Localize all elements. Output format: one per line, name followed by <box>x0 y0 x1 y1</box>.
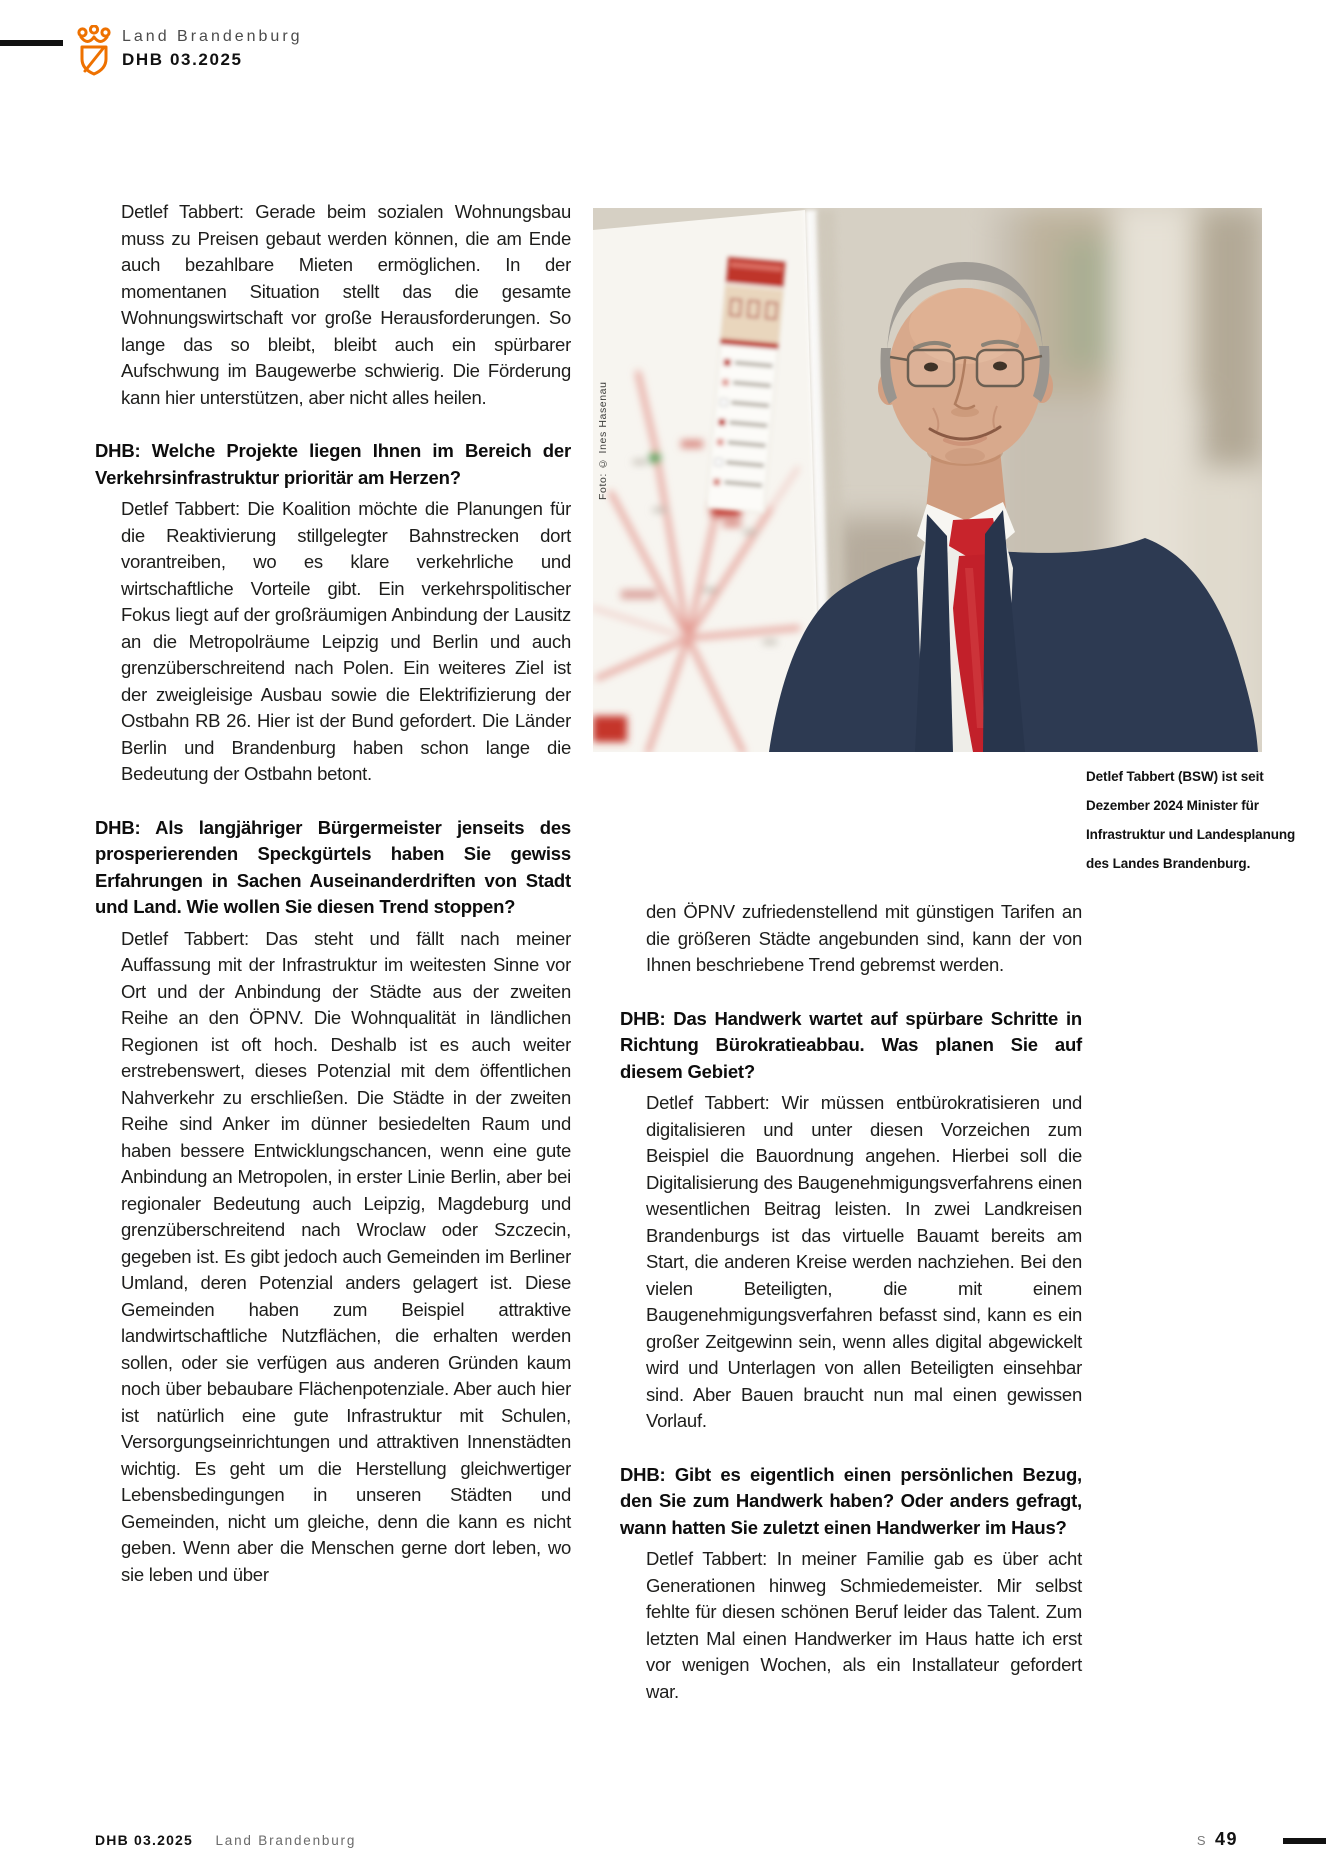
footer-page-indicator <box>1197 1829 1238 1850</box>
header-brand: Land Brandenburg <box>122 28 303 45</box>
article-left-column <box>95 199 571 1588</box>
footer-rule <box>1283 1838 1326 1844</box>
interview-question: DHB: Welche Projekte liegen Ihnen im Bereich der Verkehrsinfrastruktur prioritär am Herzen? <box>95 440 571 488</box>
caption-line: Dezember 2024 Minister für <box>1086 798 1259 813</box>
page-prefix: S <box>1196 1833 1207 1848</box>
interview-question: DHB: Das Handwerk wartet auf spürbare Schritte in Richtung Bürokratieabbau. Was planen Sie auf diesem Gebiet? <box>620 1007 1082 1082</box>
interview-answer: den ÖPNV zufriedenstellend mit günstigen Tarifen an die größeren Städte angebunden sind, kann der von Ihnen beschriebene Trend gebremst werden. <box>646 901 1082 975</box>
footer-brand: Land Brandenburg <box>215 1833 357 1848</box>
interview-answer: Detlef Tabbert: Gerade beim sozialen Wohnungsbau muss zu Preisen gebaut werden können, die am Ende auch bezahlbare Mieten ermöglichen. In der momentanen Situation stellt das die gesamte Wohnungswirtschaft vor große Herausforderungen. So lange das so bleibt, bleibt auch ein spürbarer Aufschwung im Baugewerbe schwierig. Die Förderung kann hier unterstützen, aber nicht alles heilen. <box>121 201 571 408</box>
interview-answer: Detlef Tabbert: Das steht und fällt nach meiner Auffassung mit der Infrastruktur im weitesten Sinne vor Ort und der Anbindung der Städte aus der zweiten Reihe an den ÖPNV. Die Wohnqualität in ländlichen Regionen ist oft hoch. Deshalb ist es auch weiter erstrebenswert, dieses Potenzial mit dem öffentlichen Nahverkehr zu erschließen. Die Städte in der zweiten Reihe sind Anker im dünner besiedelten Raum und haben bessere Entwicklungschancen, wenn eine gute Anbindung an Metropolen, in erster Linie Berlin, aber bei regionaler Bedeutung auch Leipzig, Magdeburg und grenzüberschreitend nach Wroclaw oder Szczecin, gegeben ist. Es gibt jedoch auch Gemeinden im Berliner Umland, deren Potenzial anders gelagert ist. Diese Gemeinden haben zum Beispiel attraktive landwirtschaftliche Nutzflächen, die erhalten werden sollen, oder sie verfügen aus anderen Gründen kaum noch über bebaubare Flächenpotenziale. Aber auch hier ist natürlich eine gute Infrastruktur mit Schulen, Versorgungseinrichtungen und attraktiven Innenstädten wichtig. Es geht um die Herstellung gleichwertiger Lebensbedingungen in unseren Städten und Gemeinden, nicht um gleiche, denn die kann es nicht geben. Wenn aber die Menschen gerne dort leben, wo sie leben und über <box>121 927 571 1585</box>
photo-credit: Foto: © Ines Hasenau <box>597 381 609 500</box>
header-rule <box>0 40 63 46</box>
page-number: 49 <box>1214 1829 1238 1849</box>
caption-line: des Landes Brandenburg. <box>1086 856 1251 871</box>
header-issue: DHB 03.2025 <box>122 50 243 69</box>
photo-illustration <box>593 208 1262 752</box>
photo-caption <box>1086 762 1296 878</box>
interview-photo <box>593 208 1262 752</box>
article-right-column <box>620 899 1082 1705</box>
interview-answer: Detlef Tabbert: Die Koalition möchte die Planungen für die Reaktivierung stillgelegter Bahnstrecken dort vorantreiben, wo es klare verkehrliche und wirtschaftliche Vorteile gibt. Ein verkehrspolitischer Fokus liegt auf der großräumigen Anbindung der Lausitz an die Metropolräume Leipzig und Berlin und auch grenzüberschreitend nach Polen. Ein weiteres Ziel ist der zweigleisige Ausbau sowie die Elektrifizierung der Ostbahn RB 26. Hier ist der Bund gefordert. Die Länder Berlin und Brandenburg haben schon lange die Bedeutung der Ostbahn betont. <box>121 498 571 784</box>
interview-question: DHB: Als langjähriger Bürgermeister jenseits des prosperierenden Speckgürtels haben Sie gewiss Erfahrungen in Sachen Auseinanderdriften von Stadt und Land. Wie wollen Sie diesen Trend stoppen? <box>95 816 571 917</box>
footer-left <box>95 1832 356 1850</box>
interview-answer: Detlef Tabbert: Wir müssen entbürokratisieren und digitalisieren und unter diesen Vorzeichen zum Beispiel die Bauordnung angehen. Hierbei soll die Digitalisierung des Baugenehmigungsverfahrens einen wesentlichen Beitrag leisten. In zwei Landkreisen Brandenburgs ist das virtuelle Bauamt bereits am Start, die anderen Kreise werden nachziehen. Bei den vielen Beteiligten, die mit einem Baugenehmigungsverfahren befasst sind, kann es ein großer Zeitgewinn sein, wenn alles digital abgewickelt wird und Unterlagen von allen Beteiligten einsehbar sind. Aber Bauen braucht nun mal einen gewissen Vorlauf. <box>646 1092 1082 1431</box>
interview-answer: Detlef Tabbert: In meiner Familie gab es über acht Generationen hinweg Schmiedemeister. Mir selbst fehlte für diesen schönen Beruf leider das Talent. Zum letzten Mal einen Handwerker im Haus hatte ich erst vor wenigen Wochen, als ein Installateur gefordert war. <box>646 1548 1082 1702</box>
brandenburg-crown-logo-icon <box>76 25 112 77</box>
interview-question: DHB: Gibt es eigentlich einen persönlichen Bezug, den Sie zum Handwerk haben? Oder anders gefragt, wann hatten Sie zuletzt einen Handwerker im Haus? <box>620 1463 1082 1538</box>
caption-line: Detlef Tabbert (BSW) ist seit <box>1086 769 1264 784</box>
caption-line: Infrastruktur und Landesplanung <box>1086 827 1296 842</box>
footer-issue: DHB 03.2025 <box>95 1832 194 1848</box>
